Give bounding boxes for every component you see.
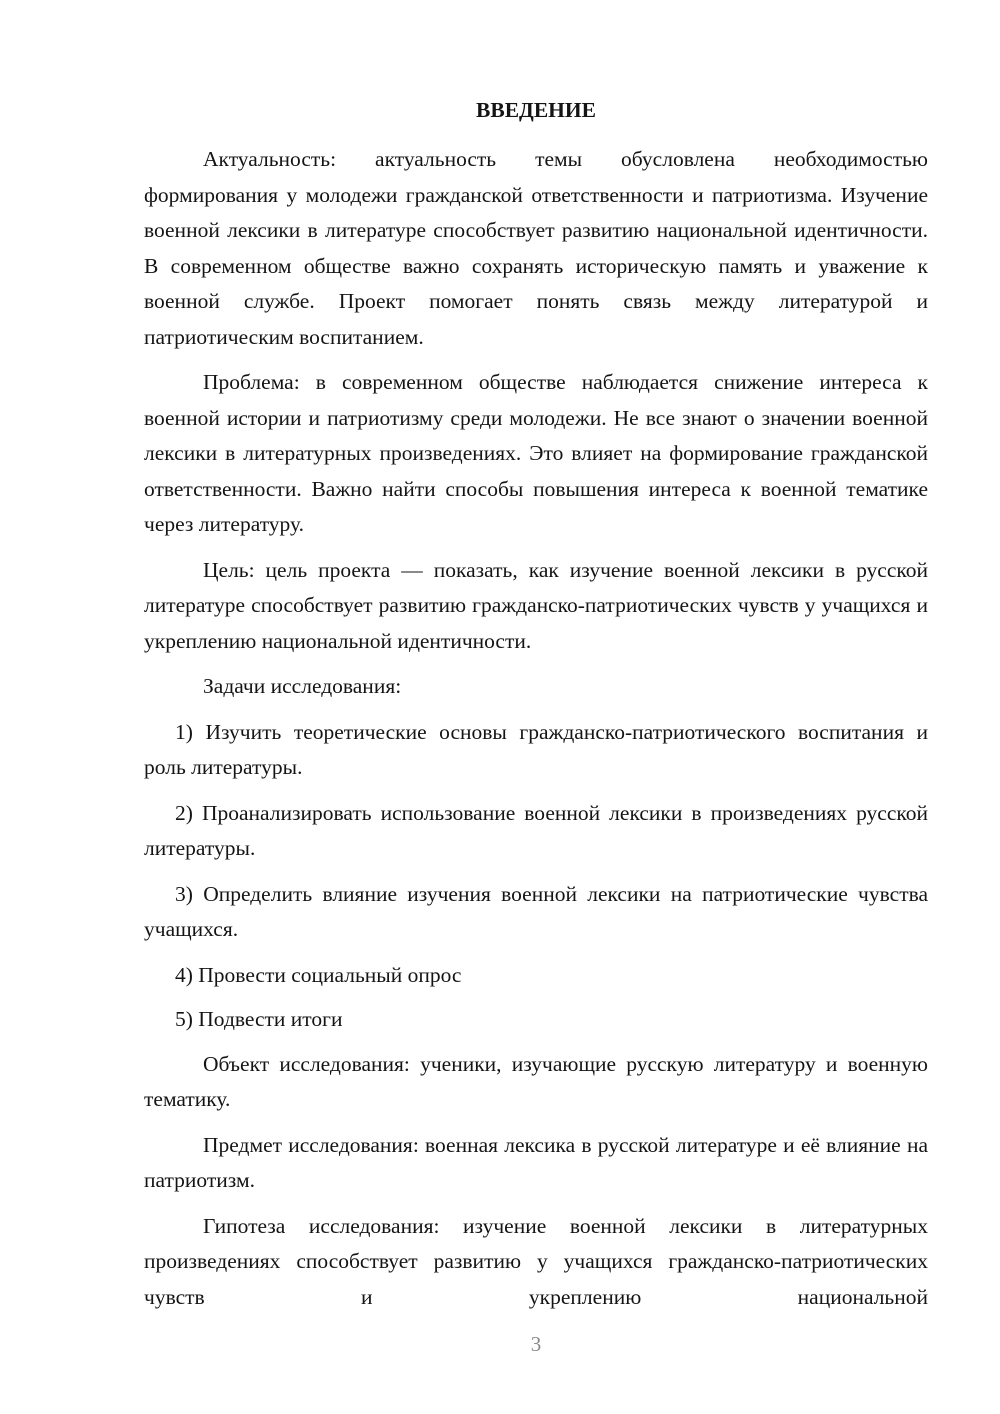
page-number: 3 bbox=[530, 1332, 542, 1356]
relevance-paragraph: Актуальность: актуальность темы обусловлена необходимостью формирования у молодежи гражданской ответственности и патриотизма. Изучение военной лексики в литературе способствует развитию национальной идентичности. В современном обществе важно сохранять историческую память и уважение к военной службе. Проект помогает понять связь между литературой и патриотическим воспитанием. bbox=[144, 147, 928, 349]
page-title: ВВЕДЕНИЕ bbox=[476, 98, 596, 122]
task-item-5: 5) Подвести итоги bbox=[175, 1007, 343, 1031]
problem-paragraph: Проблема: в современном обществе наблюдается снижение интереса к военной истории и патриотизму среди молодежи. Не все знают о значении военной лексики в литературных произведениях. Это влияет на формирование гражданской ответственности. Важно найти способы повышения интереса к военной тематике через литературу. bbox=[144, 370, 928, 536]
task-item-3: 3) Определить влияние изучения военной лексики на патриотические чувства учащихся. bbox=[144, 881, 928, 941]
task-item-4: 4) Провести социальный опрос bbox=[175, 962, 462, 987]
task-item-1: 1) Изучить теоретические основы гражданско-патриотического воспитания и роль литературы. bbox=[144, 719, 928, 779]
tasks-label: Задачи исследования: bbox=[203, 674, 402, 698]
object-paragraph: Объект исследования: ученики, изучающие русскую литературу и военную тематику. bbox=[144, 1051, 928, 1111]
goal-paragraph: Цель: цель проекта — показать, как изучение военной лексики в русской литературе способствует развитию гражданско-патриотических чувств у учащихся и укреплению национальной идентичности. bbox=[144, 557, 928, 653]
document-body bbox=[144, 92, 928, 1315]
task-item-2: 2) Проанализировать использование военной лексики в произведениях русской литературы. bbox=[144, 800, 928, 860]
hypothesis-paragraph: Гипотеза исследования: изучение военной лексики в литературных произведениях способствует развитию у учащихся гражданско-патриотических чувств и укреплению национальной bbox=[144, 1213, 928, 1309]
subject-paragraph: Предмет исследования: военная лексика в русской литературе и её влияние на патриотизм. bbox=[144, 1132, 928, 1192]
